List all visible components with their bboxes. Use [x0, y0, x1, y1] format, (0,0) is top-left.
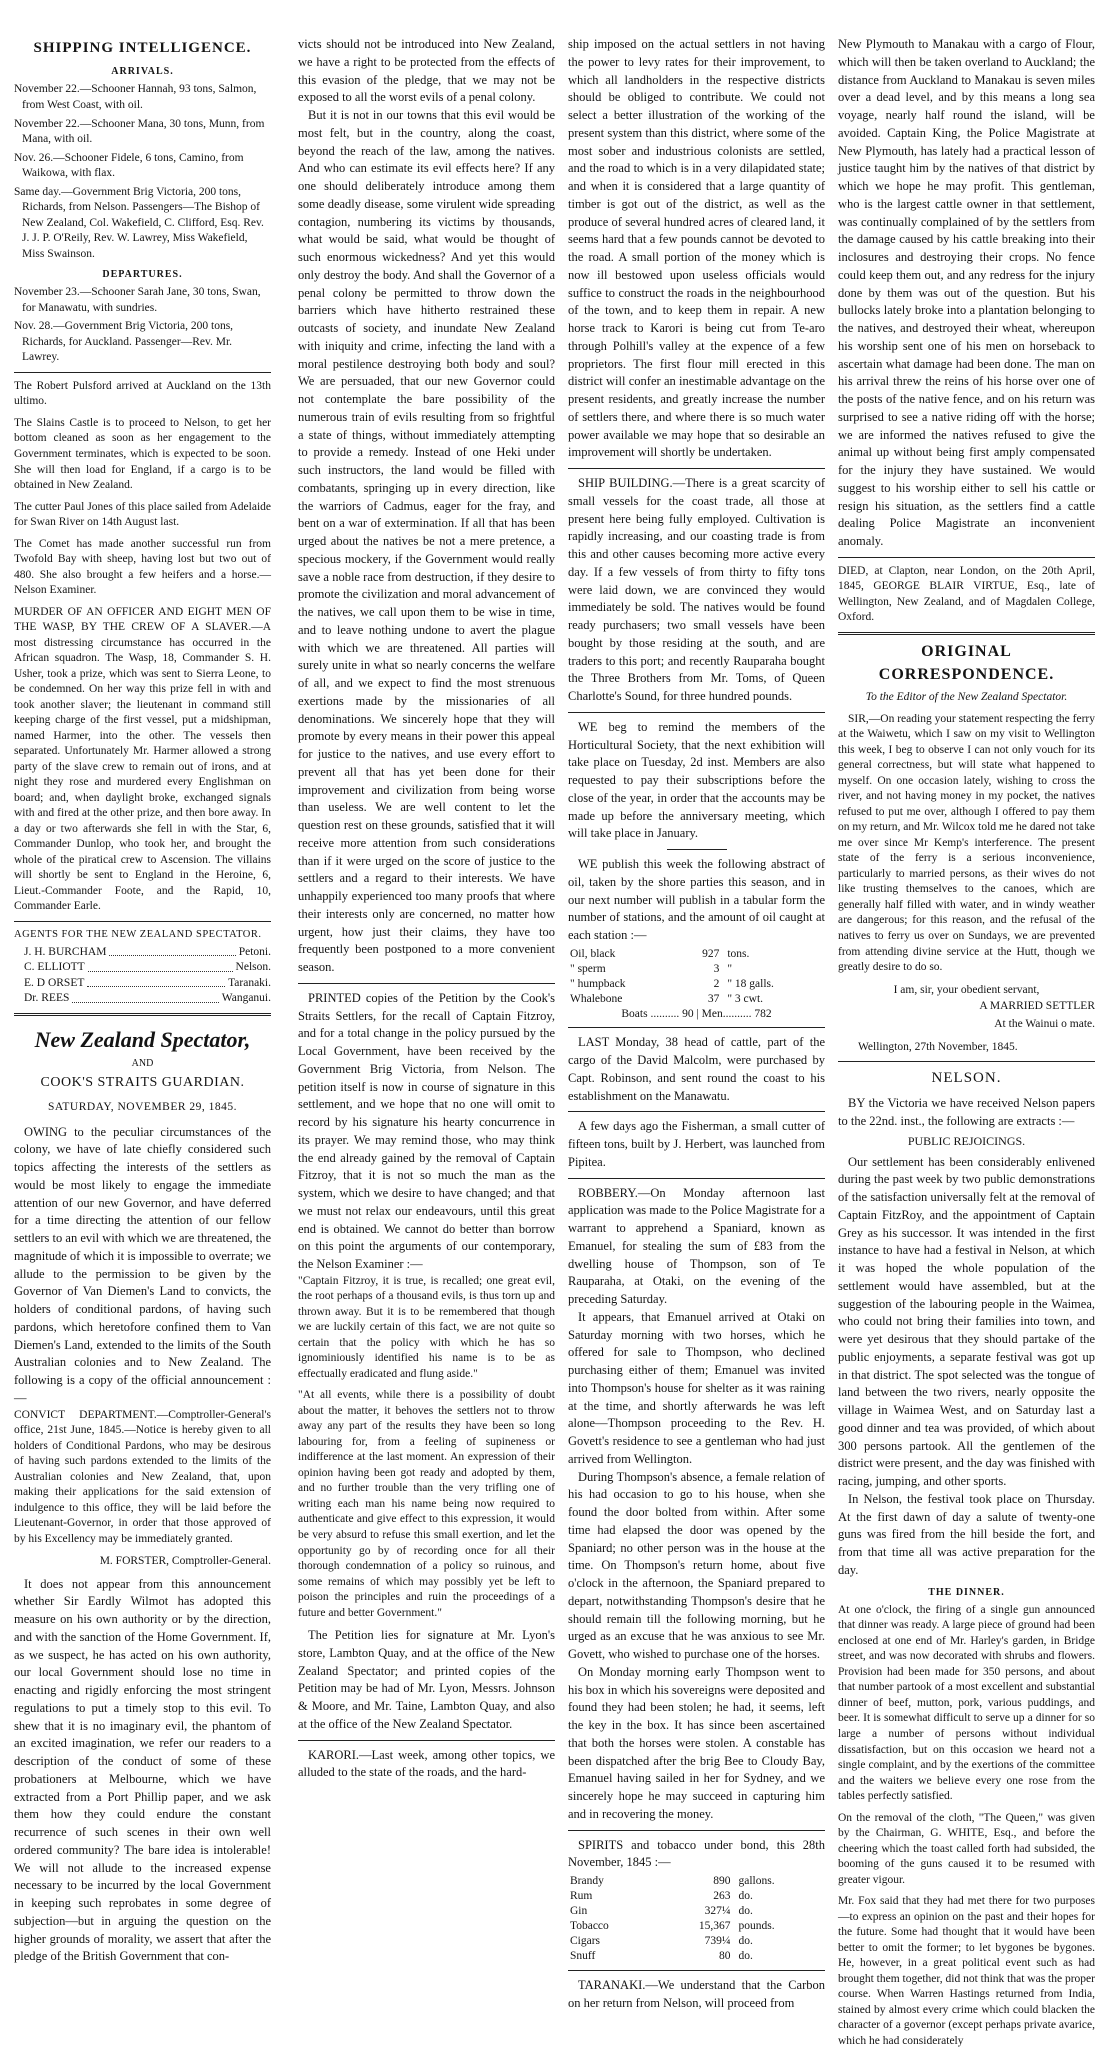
divider	[568, 1178, 825, 1179]
divider	[298, 1740, 555, 1741]
masthead: New Zealand Spectator,	[34, 1026, 251, 1052]
divider	[568, 1027, 825, 1028]
oil-table	[568, 947, 825, 1022]
arrivals-title: ARRIVALS.	[111, 66, 174, 78]
dinner-title: THE DINNER.	[928, 1586, 1005, 1598]
spirits-qty: 80	[718, 1949, 731, 1962]
letter-body: SIR,—On reading your statement respecting the ferry at the Waiwetu, which I saw on my visit to Wellington this week, I beg to observe I can not only vouch for its general correctness, but will state what happened to myself. On one occasion lately, wishing to cross the river, and not having money in my pocket, the natives refused to put me over, although I offered to pay them on my return, and Mr. Wilcox told me he dared not take me over since Mr Kemp's interference. The present state of the ferry is a serious inconvenience, particularly to married persons, as their wives do not like trusting themselves to the canoes, which are generally half filled with water, and in windy weather are dangerous; for this reason, and the refusal of the natives to ferry us over on Sundays, we are prevented from attending divine service at the Hutt, though we greatly desire to do so.	[838, 712, 1095, 974]
oil-item: Whalebone	[570, 992, 623, 1005]
karori-paragraph: KARORI.—Last week, among other topics, we alluded to the state of the roads, and the hard-	[298, 1747, 555, 1780]
divider	[568, 1830, 825, 1831]
rejoicings-paragraph: Our settlement has been considerably enlivened during the past week by two public demonstrations of the satisfaction universally felt at the removal of Captain FitzRoy, and the appointment of Captain Grey as his successor. It was intended in the first instance to have had a festival in Nelson, at which it was hoped the whole population of the settlement would have assembled, but at the suggestion of the labouring people in the Waimea, who could not bring their families into town, and were yet desirous that they should partake of the public enjoyments, a separate festival was got up in that district. The spot selected was the tongue of land between the two rivers, nearly opposite the village in Waimea West, and on Saturday last a good dinner and tea was provided, of which about 300 persons partook. All the gentlemen of the district were present, and the day was finished with racing, jumping, and other sports.	[838, 1154, 1095, 1489]
petition-paragraph: The Petition lies for signature at Mr. Lyon's store, Lambton Quay, and at the office of the New Zealand Spectator; and printed copies of the Petition may be had of Mr. Lyon, Messrs. Johnson & Moore, and Mr. Taine, Lambton Quay, and also at the office of the New Zealand Spectator.	[298, 1628, 555, 1731]
leader-paragraph: But it is not in our towns that this evil would be most felt, but in the country, along the coast, beyond the reach of the law, among the natives. And who can estimate its evil effects here? If any one should deliberately introduce among them some deadly disease, some virulent wide spreading contagion, numbering its victims by thousands, what would be said, what would be thought of such enormous wickedness? And yet this would only destroy the body. And shall the Governor of a penal colony be permitted to throw down the barriers which have hitherto restrained these outcasts of society, and inundate New Zealand with iniquity and crime, infecting the land with a moral pestilence destroying both body and soul? We are persuaded, that our new Governor could not contemplate the bare possibility of the numerous train of evils resulting from so frightful a state of things, without immediately attempting to provide a remedy. Instead of one Heki under such instructors, the land would be filled with combatants, springing up in every direction, like the warriors of Cadmus, eager for the fray, and bent on a war of extermination. If all that has been urged about the natives be not a mere pretence, a specious mockery, if the Government would really save a noble race from destruction, if they desire to promote the civilization and moral advancement of the natives, we call upon them to be wise in time, and to leave nothing undone to avert the plague with which we are threatened. All parties will surely unite in what so nearly concerns the welfare of all, and we expect to find the most strenuous exertions made by the missionaries of all denominations. We sincerely hope that they will promote by every means in their power this appeal for justice to the natives, and use every effort to prevent all that has yet been done for their improvement and civilization from being worse than useless. We are well content to let the question rest on these grounds, satisfied that it will receive more attention from such considerations than if it were urged on the score of justice to the settlers and a regard to their interests. We have unhappily experienced too many proofs that where their interests only are concerned, no matter how urgent, how just their claims, they have too frequently been postponed to a more convenient season.	[298, 108, 555, 974]
divider	[568, 1970, 825, 1971]
oil-item: " sperm	[570, 962, 606, 975]
fisherman-paragraph: A few days ago the Fisherman, a small cutter of fifteen tons, built by J. Herbert, was launched from Pipitea.	[568, 1119, 825, 1169]
letter-location: At the Wainui o mate.	[994, 1018, 1095, 1031]
agents-title: AGENTS FOR THE NEW ZEALAND SPECTATOR.	[14, 928, 262, 940]
correspondence-addressee: To the Editor of the New Zealand Spectator.	[865, 691, 1068, 704]
oil-qty: 37	[707, 992, 720, 1005]
column-2	[298, 36, 555, 1782]
divider	[298, 983, 555, 984]
death-notice: DIED, at Clapton, near London, on the 20th April, 1845, GEORGE BLAIR VIRTUE, Esq., late of Wellington, New Zealand, and of Magdalen College, Oxford.	[838, 564, 1095, 624]
agent-row	[14, 960, 271, 976]
arrival-entry: November 22.—Schooner Mana, 30 tons, Munn, from Mana, with oil.	[14, 117, 265, 146]
spirits-unit: do.	[738, 1905, 753, 1918]
oil-unit: "	[727, 962, 733, 975]
divider	[568, 712, 825, 713]
spirits-paragraph: SPIRITS and tobacco under bond, this 28th November, 1845 :—	[568, 1837, 825, 1870]
letter-date: Wellington, 27th November, 1845.	[858, 1040, 1018, 1053]
column-1	[14, 36, 271, 1966]
table-row	[568, 1874, 825, 1889]
oil-unit: " 3 cwt.	[727, 992, 764, 1005]
robbery-paragraph: ROBBERY.—On Monday afternoon last application was made to the Police Magistrate for a warrant to apprehend a Spaniard, known as Emanuel, for stealing the sum of £83 from the dwelling house of Thompson, son of Te Rauparaha, at Otaki, on the evening of the preceding Saturday.	[568, 1185, 825, 1307]
spirits-qty: 327¼	[704, 1905, 731, 1918]
departure-entry: Nov. 28.—Government Brig Victoria, 200 tons, Richards, for Auckland. Passenger—Rev. Mr. Lawrey.	[14, 320, 234, 364]
divider	[14, 921, 271, 922]
spirits-qty: 739¼	[704, 1934, 731, 1947]
dinner-paragraph: At one o'clock, the firing of a single gun announced that dinner was ready. A large piece of ground had been enclosed at one end of Mr. Harley's garden, in Bridge street, and was now decorated with shrubs and flowers. Provision had been made for 350 persons, and about that number partook of a most excellent and substantial dinner of beef, mutton, pork, various puddings, and beer. It is somewhat difficult to serve up a dinner for so large a number of persons without individual dissatisfaction, but on this occasion we heard not a single complaint, and by the exertions of the committee and the waiters we believe every one rose from the tables perfectly satisfied.	[838, 1603, 1095, 1803]
spirits-qty: 263	[713, 1890, 731, 1903]
spirits-item: Cigars	[570, 1934, 601, 1947]
news-item: MURDER OF AN OFFICER AND EIGHT MEN OF THE WASP, BY THE CREW OF A SLAVER.—A most distressing circumstance has occurred in the African squadron. The Wasp, 18, Commander S. H. Usher, took a prize, which was sent to Sierra Leone, to be condemned. On her way this prize fell in with and took another slaver; the lieutenant in command still keeping charge of the first vessel, put a midshipman, named Harmer, into the other. The vessels then separated. Unfortunately Mr. Harmer allowed a strong party of the slave crew to remain out of irons, and at night they rose and murdered every Englishman on board; and, when daylight broke, exchanged signals with and fired at the other prize, and then bore away. In a day or two afterwards she fell in with the Star, 6, Commander Dunlop, who took her, and brought the whole of the piratical crew to Ascension. The villains will shortly be sent to England in the Heroine, 6, Lieut.-Commander Foote, and the Rapid, 10, Commander Earle.	[14, 605, 271, 913]
arrival-entry: November 22.—Schooner Hannah, 93 tons, Salmon, from West Coast, with oil.	[14, 83, 257, 111]
agent-place: Taranaki.	[228, 976, 271, 989]
ship-building-paragraph: SHIP BUILDING.—There is a great scarcity of small vessels for the coast trade, all those at present here being fully employed. Cultivation is rapidly increasing, and our coasting trade is from this and other causes becoming more active every day. If a few vessels of from thirty to fifty tons were laid down, we are convinced they would immediately be sold. The natives would be found ready purchasers; two small vessels have been bought by those residing at the south, and are traders to this port; and recently Rauparaha bought the Three Brothers from Mr. Toms, of Queen Charlotte's Sound, for three hundred pounds.	[568, 476, 825, 703]
agent-name: J. H. BURCHAM	[24, 945, 107, 958]
agent-row	[14, 976, 271, 992]
letter-close: I am, sir, your obedient servant,	[893, 983, 1040, 996]
oil-qty: 2	[713, 977, 720, 990]
shipping-title: SHIPPING INTELLIGENCE.	[33, 40, 252, 56]
agent-row	[14, 991, 271, 1007]
agent-name: Dr. REES	[24, 992, 70, 1005]
oil-item: " humpback	[570, 977, 626, 990]
oil-qty: 3	[713, 962, 720, 975]
table-row	[568, 1889, 825, 1904]
news-item: The Robert Pulsford arrived at Auckland on the 13th ultimo.	[14, 379, 271, 408]
robbery-paragraph: It appears, that Emanuel arrived at Otaki on Saturday morning with two horses, which he offered for sale to Thompson, who declined purchasing either of them; Emanuel was invited into Thompson's house for shelter as it was raining at the time, and shortly afterwards he was left alone—Thompson proceeding to the Rev. H. Govett's residence to see a gentleman who had just arrived from Wellington.	[568, 1309, 825, 1466]
leader-paragraph: OWING to the peculiar circumstances of the colony, we have of late chiefly considered such topics affecting the interests of the settlers as would be most likely to engage the immediate attention of our new Governor, and have deferred for a time directing the attention of our fellow settlers to an evil with which we are threatened, the magnitude of which it is impossible to overrate; we allude to the permission to be given by the Governor of Van Diemen's Land to convicts, the holders of conditional pardons, of having such pardons, which heretofore confined them to Van Diemen's Land, extended to the limits of the South Australian colonies and to New Zealand. The following is a copy of the official announcement :—	[14, 1124, 271, 1405]
table-row	[568, 1949, 825, 1964]
column-4	[838, 36, 1095, 2055]
spirits-item: Tobacco	[570, 1920, 609, 1932]
table-row	[568, 977, 825, 992]
arrival-entry: Nov. 26.—Schooner Fidele, 6 tons, Camino, from Waikowa, with flax.	[14, 151, 244, 180]
boats-row: Boats .......... 90 | Men.......... 782	[621, 1007, 772, 1020]
spirits-unit: do.	[738, 1949, 753, 1962]
taranaki-paragraph: TARANAKI.—We understand that the Carbon on her return from Nelson, will proceed from	[568, 1977, 825, 2010]
spirits-qty: 890	[713, 1875, 731, 1888]
divider	[838, 557, 1095, 558]
dinner-paragraph: On the removal of the cloth, "The Queen," was given by the Chairman, G. WHITE, Esq., and before the cheering which the toast called forth had subsided, the booming of the guns caused it to be resumed with greater vigour.	[838, 1811, 1095, 1886]
agent-name: C. ELLIOTT	[24, 961, 85, 974]
divider	[14, 372, 271, 373]
agent-place: Nelson.	[235, 961, 271, 974]
divider	[838, 632, 1095, 635]
oil-paragraph: WE publish this week the following abstract of oil, taken by the shore parties this season, and in our next number will publish in a tabular form the number of stations, and the amount of oil caught at each station :—	[568, 857, 825, 942]
oil-unit: " 18 galls.	[727, 977, 774, 990]
column-3	[568, 36, 825, 2012]
quote-paragraph: "Captain Fitzroy, it is true, is recalled; one great evil, the root perhaps of a thousand evils, is thus torn up and thrown away. But it is to be remembered that though we are luckily certain of this fact, we are not quite so certain that the policy with which he has so ignominiously identified his name is to be as effectually eradicated and flung aside."	[298, 1274, 555, 1380]
table-row	[568, 1007, 825, 1022]
spirits-item: Brandy	[570, 1875, 604, 1888]
rejoicings-paragraph: In Nelson, the festival took place on Thursday. At the first dawn of day a salute of twenty-one guns was fired from the hill beside the fort, and from that time all was active preparation for the day.	[838, 1491, 1095, 1577]
rejoicings-title: PUBLIC REJOICINGS.	[907, 1133, 1026, 1148]
spirits-unit: gallons.	[738, 1875, 775, 1888]
robbery-paragraph: During Thompson's absence, a female relation of his had occasion to go to his house, when she found the door bolted from within. After some time had elapsed the door was opened by the Spaniard; no other person was in the house at the time. On Thompson's return home, about five o'clock in the afternoon, the Spaniard prepared to depart, notwithstanding Thompson's desire that he should remain till the following morning, but he urged as an excuse that he was anxious to see Mr. Govett, who wished to purchase one of the horses.	[568, 1469, 825, 1662]
news-item: The Slains Castle is to proceed to Nelson, to get her bottom cleaned as soon as her engagement to the Government terminates, which is expected to be soon. She will then load for England, if a cargo is to be obtained in New Zealand.	[14, 416, 271, 492]
masthead-subtitle: COOK'S STRAITS GUARDIAN.	[40, 1075, 245, 1091]
news-item: The Comet has made another successful run from Twofold Bay with sheep, having lost but two out of 480. She also brought a few heifers and a horse.—Nelson Examiner.	[14, 537, 271, 597]
masthead-and: AND	[131, 1058, 154, 1070]
letter-signature: A MARRIED SETTLER	[979, 999, 1095, 1012]
oil-item: Oil, black	[570, 947, 616, 960]
departures-title: DEPARTURES.	[102, 269, 183, 281]
news-item: The cutter Paul Jones of this place sailed from Adelaide for Swan River on 14th August last.	[14, 500, 271, 529]
spirits-unit: do.	[738, 1934, 753, 1947]
taranaki-continued: New Plymouth to Manakau with a cargo of Flour, which will then be taken overland to Auckland; the distance from Auckland to Manakau is seven miles over a dead level, and by this means a long sea voyage, nearly half round the island, will be avoided. Captain King, the Police Magistrate at New Plymouth, has lately had a practical lesson of justice taught him by the natives of that district by which we hope he may profit. This gentleman, who is the largest cattle owner in that settlement, was continually complained of by the settlers from the damage caused by his cattle breaking into their inclosures and destroying their crops. No fence could keep them out, and any redress for the injury done by them was out of the question. But his bullocks lately broke into a plantation belonging to the natives, and destroyed their wheat, whereupon his worship sent one of his men on horseback to ascertain what damage had been done. The man on his arrival threw the reins of his horse over one of the posts of the native fence, and on his return was surprised to see a native riding off with the horse; we are informed the natives refused to give the animal up without being first amply compensated for the injury they have sustained. We would suggest to his worship either to sell his cattle or resign his situation, as the settlers find a cattle dealing Police Magistrate an inconvenient anomaly.	[838, 37, 1095, 548]
table-row	[568, 992, 825, 1007]
table-row	[568, 1919, 825, 1934]
leader-continued: victs should not be introduced into New Zealand, we have a right to be protected from the effects of this evasion of the pledge, that we may not be exposed to all the worst evils of a penal colony.	[298, 37, 555, 105]
agent-row	[14, 945, 271, 961]
spirits-unit: do.	[738, 1890, 753, 1903]
arrival-entry: Same day.—Government Brig Victoria, 200 tons, Richards, from Nelson. Passengers—The Bishop of New Zealand, Col. Wakefield, C. Clifford, Esq. Rev. J. J. P. O'Reily, Rev. W. Lawrey, Miss Wakefield, Miss Swainson.	[14, 185, 264, 260]
nelson-title: NELSON.	[931, 1069, 1002, 1086]
cattle-paragraph: LAST Monday, 38 head of cattle, part of the cargo of the David Malcolm, were purchased by Capt. Robinson, and sent round the coast to his establishment on the Manawatu.	[568, 1035, 825, 1103]
divider	[667, 849, 727, 850]
leader-paragraph: It does not appear from this announcement whether Sir Eardly Wilmot has adopted this measure on his own authority or by the direction, and with the sanction of the Home Government. If, as we suspect, he has acted on his own authority, our local Government should lose no time in enacting and rigidly enforcing the most stringent regulations to put a timely stop to this evil. To shew that it is no imaginary evil, the phantom of an excited imagination, we refer our readers to a description of the conduct of some of these probationers at Melbourne, which we have extracted from a Port Phillip paper, and we ask them how they could endure the constant recurrence of such scenes in their own well ordered community? The bare idea is intolerable! We will not allude to the increased expense necessary to be incurred by the local Government in keeping such reprobates in some degree of subjection—but in arguing the question on the higher grounds of morality, we assert that after the pledge of the British Government that con-	[14, 1576, 271, 1964]
divider	[568, 468, 825, 469]
table-row	[568, 1904, 825, 1919]
dinner-paragraph: Mr. Fox said that they had met there for two purposes—to express an opinion on the past and their hopes for the future. Some had thought that it would have been better to omit the former; to let bygones be bygones. He, however, in a great political event such as had brought them together, did not think that was the proper course. When Warren Hastings returned from India, stained by almost every crime which could blacken the character of a governor (except perhaps private avarice, which he had considerately	[838, 1895, 1095, 2047]
horticultural-paragraph: WE beg to remind the members of the Horticultural Society, that the next exhibition will take place on Tuesday, 2d inst. Members are also requested to pay their subscriptions before the close of the year, in order that the accounts may be made up before the anniversary meeting, which will take place in January.	[568, 719, 825, 841]
spirits-unit: pounds.	[738, 1920, 775, 1932]
oil-qty: 927	[702, 947, 720, 960]
agent-place: Petoni.	[238, 945, 271, 958]
spirits-item: Gin	[570, 1905, 588, 1918]
agent-name: E. D ORSET	[24, 976, 85, 989]
nelson-paragraph: BY the Victoria we have received Nelson papers to the 22nd. inst., the following are extracts :—	[838, 1096, 1095, 1128]
table-row	[568, 947, 825, 962]
quote-paragraph: "At all events, while there is a possibility of doubt about the matter, it behoves the settlers not to throw away any part of the results they have been so long labouring for, from a feeling of supineness or indifference at the last moment. An expression of their opinion having been got ready and adopted by them, and no further trouble than the very trifling one of writing each man his name being now required to authenticate and give effect to this expression, it would be very absurd to refuse this small exertion, and let the opportunity go by of recording once for all their thorough condemnation of a policy so ruinous, and some remains of which may possibly yet be left to poison the principles and ruin the proceedings of a future and better Government."	[298, 1389, 555, 1619]
divider	[568, 1111, 825, 1112]
issue-date: SATURDAY, NOVEMBER 29, 1845.	[47, 1101, 238, 1114]
petition-paragraph: PRINTED copies of the Petition by the Cook's Straits Settlers, for the recall of Captain Fitzroy, and for a total change in the policy pursued by the Local Government, have been received by the Government Brig Victoria, from Nelson. The petition itself is now in course of signature in this settlement, and we hope that no one will omit to record by his signature his hearty concurrence in its prayer. We may remind those, who may think the end already gained by the removal of Captain Fitzroy, that it is not so much the man as the system, which we desire to have changed; and that we must not relax our endeavours, until this great end is obtained. We cannot do better than borrow on this point the arguments of our contemporary, the Nelson Examiner :—	[298, 990, 555, 1271]
table-row	[568, 962, 825, 977]
convict-notice: CONVICT DEPARTMENT.—Comptroller-General's office, 21st June, 1845.—Notice is hereby given to all holders of Conditional Pardons, who may be desirous of having such pardons extended to the limits of the Australian colonies and New Zealand, that, upon making their applications for the said extension of indulgence to this office, they will be laid before the Lieutenant-Governor, in order that those approved of by his Excellency may be immediately granted.	[14, 1408, 271, 1545]
divider	[838, 1061, 1095, 1062]
oil-unit: tons.	[727, 947, 750, 960]
agent-place: Wanganui.	[221, 992, 271, 1005]
notice-signature: M. FORSTER, Comptroller-General.	[99, 1555, 271, 1568]
table-row	[568, 1934, 825, 1949]
robbery-paragraph: On Monday morning early Thompson went to his box in which his sovereigns were deposited and found they had been stolen; he had, it seems, left the key in the box. It has since been ascertained that both the horses were stolen. A constable has been dispatched after the brig Bee to Cloudy Bay, Emanuel having sailed in her for Sydney, and we sincerely hope he may succeed in capturing him and in recovering the money.	[568, 1664, 825, 1821]
spirits-item: Rum	[570, 1890, 593, 1903]
spirits-table	[568, 1874, 825, 1964]
spirits-item: Snuff	[570, 1949, 596, 1962]
divider	[14, 1013, 271, 1016]
departure-entry: November 23.—Schooner Sarah Jane, 30 tons, Swan, for Manawatu, with sundries.	[14, 286, 261, 314]
spirits-qty: 15,367	[698, 1920, 731, 1932]
karori-continued: ship imposed on the actual settlers in not having the power to levy rates for their improvement, to which all landholders in the respective districts should be obliged to contribute. We could not select a better illustration of the working of the present system than this district, where some of the most sober and industrious colonists are settled, and the road to which is in a very dilapidated state; and when it is considered that a large quantity of timber is got out of the district, as well as the produce of several hundred acres of cleared land, it seems hard that a few pounds cannot be devoted to the road. A small portion of the money which is now ill bestowed upon useless officials would suffice to construct the roads in the neighbourhood of the town, and to keep them in repair. A new horse track to Karori is being cut from Te-aro through Polhill's valley at the expence of a few proprietors. The first flour mill erected in this district will confer an inestimable advantage on the present residents, and greatly increase the number of settlers there, and where there is so much water power available we may hope that so desirable an improvement will shortly be undertaken.	[568, 37, 825, 460]
correspondence-title: ORIGINAL CORRESPONDENCE.	[878, 642, 1055, 683]
